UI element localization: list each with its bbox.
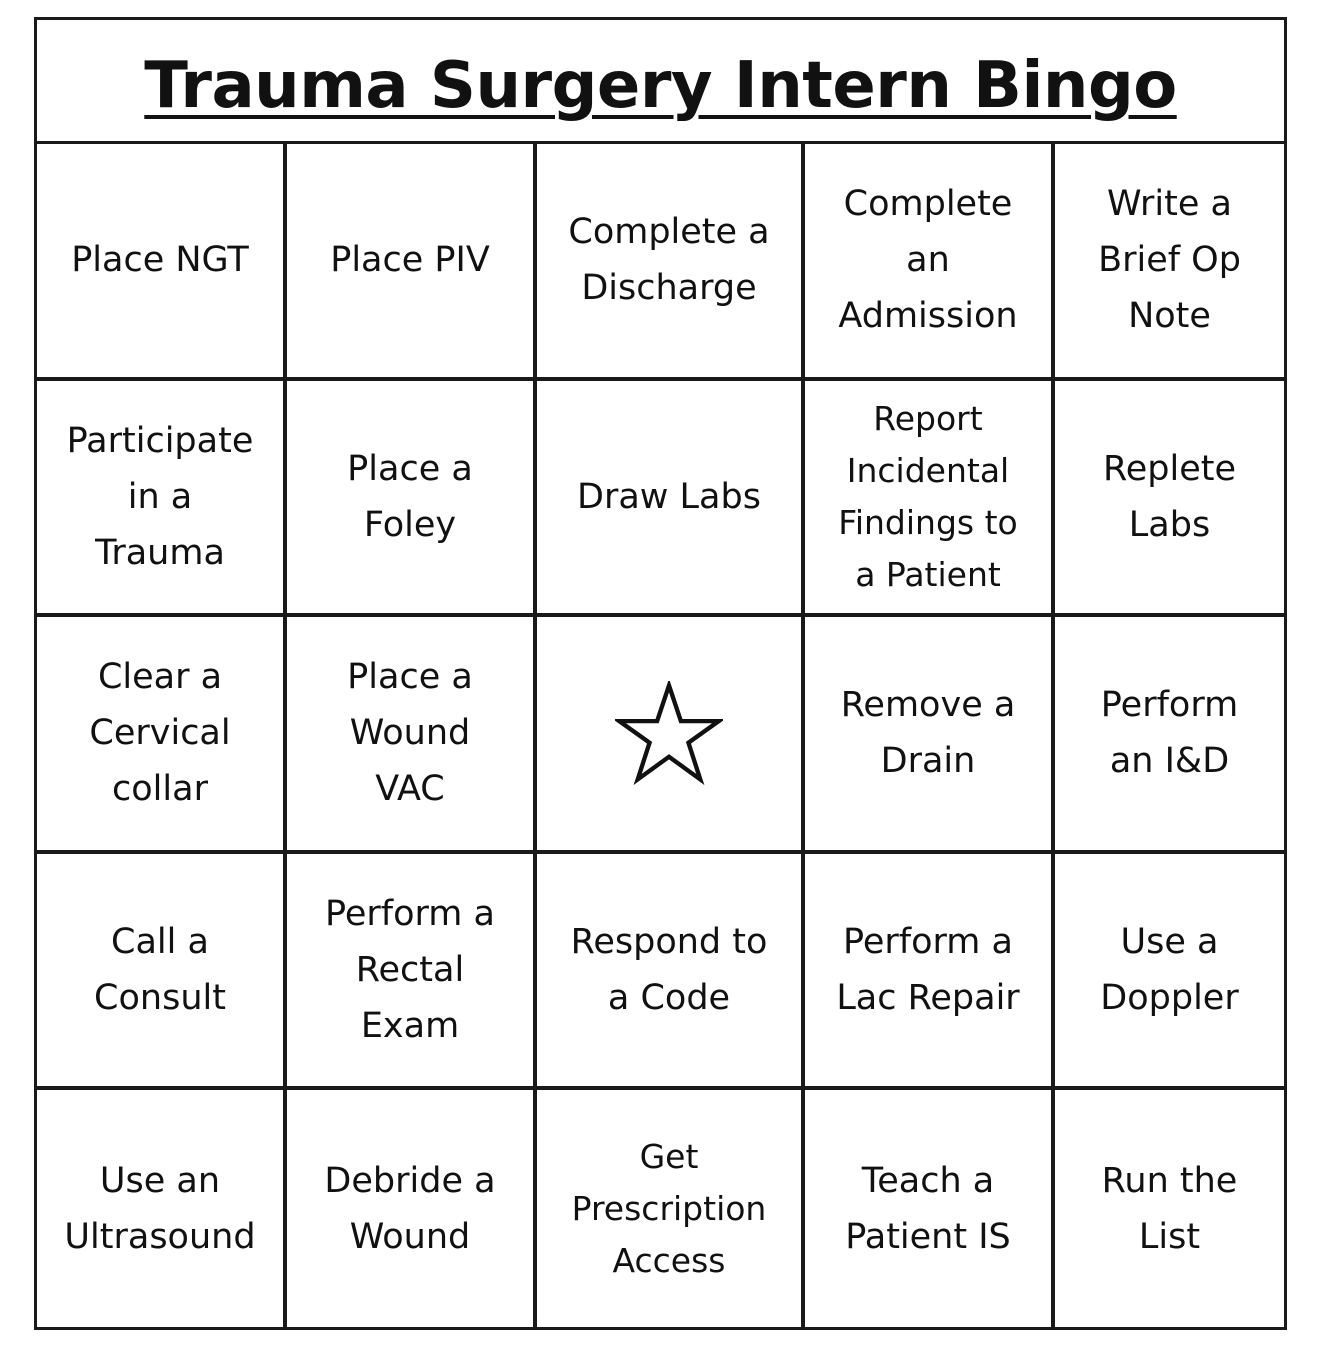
- cell-label: Place PIV: [330, 240, 490, 281]
- bingo-cell-r1-c0[interactable]: [37, 381, 287, 618]
- cell-label: Teach a Patient IS: [845, 1160, 1011, 1257]
- bingo-cell-r1-c4[interactable]: [1055, 381, 1284, 618]
- page-title: Trauma Surgery Intern Bingo: [144, 48, 1177, 123]
- bingo-cell-r1-c3[interactable]: [805, 381, 1055, 618]
- cell-label: Place NGT: [71, 240, 249, 281]
- cell-label: Remove a Drain: [840, 685, 1016, 782]
- bingo-cell-r2-c4[interactable]: [1055, 617, 1284, 854]
- cell-label: Perform an I&D: [1100, 685, 1239, 782]
- bingo-cell-r1-c1[interactable]: [287, 381, 537, 618]
- bingo-cell-r4-c1[interactable]: [287, 1090, 537, 1327]
- bingo-cell-r4-c3[interactable]: [805, 1090, 1055, 1327]
- cell-label: Run the List: [1101, 1160, 1238, 1257]
- cell-label: Complete an Admission: [838, 184, 1018, 337]
- bingo-cell-r0-c2[interactable]: [537, 144, 805, 381]
- bingo-cell-r0-c4[interactable]: [1055, 144, 1284, 381]
- cell-label: Call a Consult: [94, 922, 226, 1019]
- bingo-cell-r4-c2[interactable]: [537, 1090, 805, 1327]
- bingo-cell-r3-c0[interactable]: [37, 854, 287, 1091]
- cell-label: Write a Brief Op Note: [1098, 184, 1241, 337]
- bingo-cell-r2-c0[interactable]: [37, 617, 287, 854]
- cell-label: Perform a Lac Repair: [836, 922, 1020, 1019]
- cell-label: Clear a Cervical collar: [89, 657, 231, 810]
- cell-label: Place a Wound VAC: [347, 657, 473, 810]
- bingo-cell-free-space[interactable]: [537, 617, 805, 854]
- cell-label: Participate in a Trauma: [66, 420, 254, 573]
- bingo-cell-r3-c1[interactable]: [287, 854, 537, 1091]
- bingo-cell-r0-c1[interactable]: [287, 144, 537, 381]
- bingo-cell-r0-c0[interactable]: [37, 144, 287, 381]
- cell-label: Report Incidental Findings to a Patient: [838, 398, 1018, 594]
- cell-label: Complete a Discharge: [568, 212, 770, 309]
- cell-label: Perform a Rectal Exam: [325, 894, 495, 1047]
- bingo-cell-r1-c2[interactable]: [537, 381, 805, 618]
- cell-label: Respond to a Code: [570, 922, 768, 1019]
- star-outline-icon: [614, 678, 724, 788]
- bingo-cell-r0-c3[interactable]: [805, 144, 1055, 381]
- bingo-cell-r2-c1[interactable]: [287, 617, 537, 854]
- cell-label: Get Prescription Access: [571, 1136, 767, 1280]
- title-row: [37, 20, 1284, 144]
- bingo-cell-r2-c3[interactable]: [805, 617, 1055, 854]
- bingo-cell-r4-c0[interactable]: [37, 1090, 287, 1327]
- bingo-cell-r4-c4[interactable]: [1055, 1090, 1284, 1327]
- bingo-cell-r3-c2[interactable]: [537, 854, 805, 1091]
- cell-label: Place a Foley: [347, 448, 473, 545]
- cell-label: Draw Labs: [577, 476, 761, 517]
- cell-label: Debride a Wound: [324, 1160, 496, 1257]
- bingo-grid: [37, 144, 1284, 1327]
- cell-label: Use a Doppler: [1100, 922, 1239, 1019]
- cell-label: Replete Labs: [1102, 448, 1236, 545]
- bingo-cell-r3-c4[interactable]: [1055, 854, 1284, 1091]
- cell-label: Use an Ultrasound: [64, 1160, 256, 1257]
- bingo-board: [34, 17, 1287, 1330]
- bingo-cell-r3-c3[interactable]: [805, 854, 1055, 1091]
